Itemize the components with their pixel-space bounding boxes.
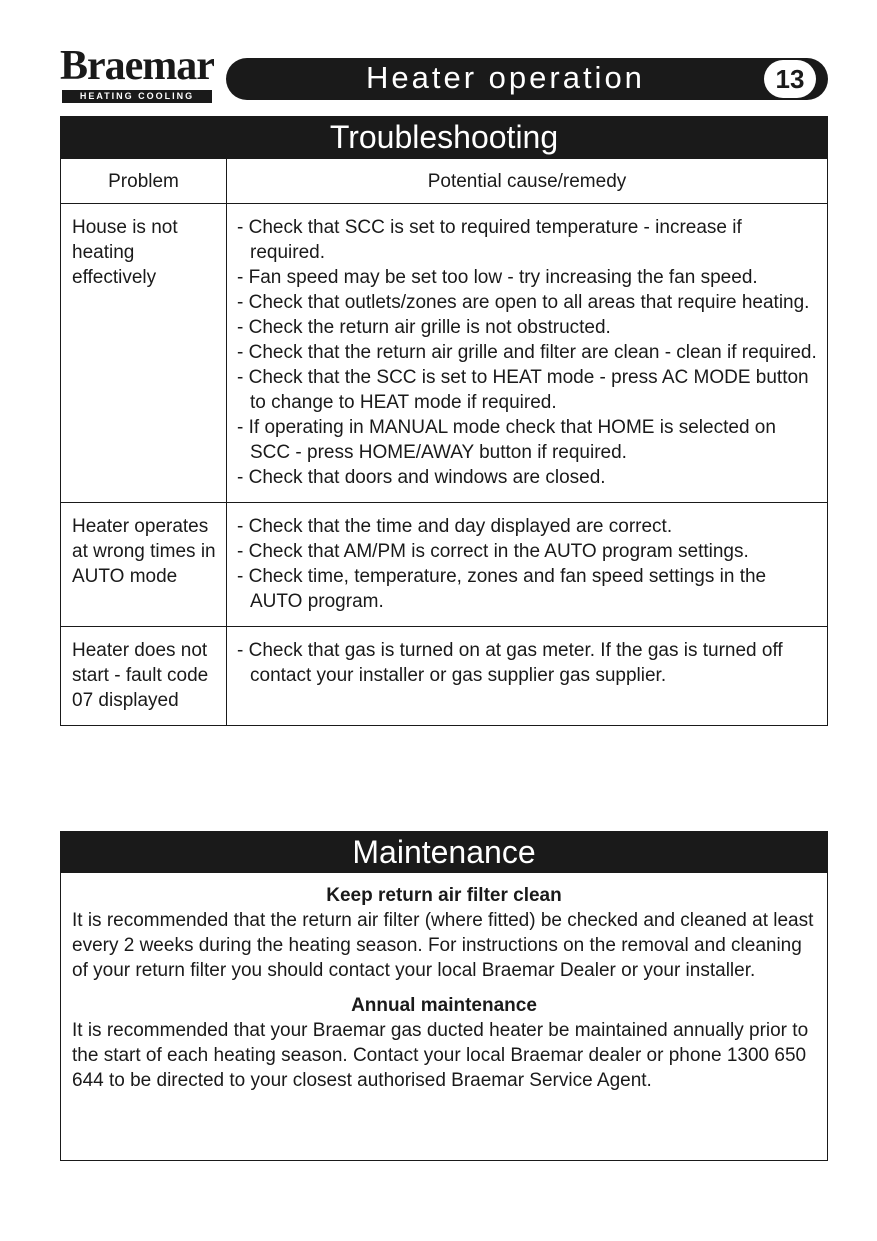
column-header-remedy: Potential cause/remedy [227, 159, 828, 204]
maintenance-heading: Maintenance [60, 831, 828, 873]
troubleshooting-table [60, 158, 828, 726]
remedy-item: - Fan speed may be set too low - try increasing the fan speed. [237, 267, 758, 288]
maintenance-box [60, 873, 828, 1161]
remedy-item: - Check that gas is turned on at gas meter. If the gas is turned off contact your installer or gas supplier gas supplier. [237, 640, 783, 686]
remedy-item: - Check that SCC is set to required temperature - increase if required. [237, 217, 742, 263]
problem-cell: Heater does not start - fault code 07 displayed [61, 627, 227, 726]
maintenance-subheading: Keep return air filter clean [326, 885, 562, 906]
maintenance-paragraph: It is recommended that the return air filter (where fitted) be checked and cleaned at least every 2 weeks during the heating season. For instructions on the removal and cleaning of your return filter you should contact your local Braemar Dealer or your installer. [72, 910, 814, 981]
remedy-item: - Check time, temperature, zones and fan speed settings in the AUTO program. [237, 566, 767, 612]
remedy-item: - Check that the return air grille and filter are clean - clean if required. [237, 342, 817, 363]
table-row [61, 627, 828, 726]
remedy-item: - Check that outlets/zones are open to all areas that require heating. [237, 292, 810, 313]
column-header-problem: Problem [61, 159, 227, 204]
remedy-cell [227, 627, 828, 726]
maintenance-subheading: Annual maintenance [351, 995, 537, 1016]
problem-cell: Heater operates at wrong times in AUTO mode [61, 503, 227, 627]
remedy-cell [227, 204, 828, 503]
troubleshooting-heading: Troubleshooting [60, 116, 828, 158]
remedy-item: - If operating in MANUAL mode check that HOME is selected on SCC - press HOME/AWAY button if required. [237, 417, 776, 463]
table-row [61, 503, 828, 627]
page-number: 13 [764, 60, 816, 98]
remedy-item: - Check the return air grille is not obstructed. [237, 317, 611, 338]
logo-wordmark: Braemar [60, 43, 214, 89]
remedy-cell [227, 503, 828, 627]
remedy-item: - Check that doors and windows are closed. [237, 467, 606, 488]
problem-cell: House is not heating effectively [61, 204, 227, 503]
logo-subline: HEATING COOLING [62, 90, 212, 103]
remedy-item: - Check that the time and day displayed are correct. [237, 516, 673, 537]
table-header-row [61, 159, 828, 204]
remedy-item: - Check that AM/PM is correct in the AUTO program settings. [237, 541, 749, 562]
table-row [61, 204, 828, 503]
page-header-bar [226, 58, 828, 100]
page-title: Heater operation [366, 60, 645, 95]
braemar-logo [60, 43, 215, 106]
maintenance-paragraph: It is recommended that your Braemar gas ducted heater be maintained annually prior to the start of each heating season. Contact your local Braemar dealer or phone 1300 650 644 to be directed to your closest authorised Braemar Service Agent. [72, 1020, 809, 1091]
remedy-item: - Check that the SCC is set to HEAT mode - press AC MODE button to change to HEAT mode if required. [237, 367, 809, 413]
